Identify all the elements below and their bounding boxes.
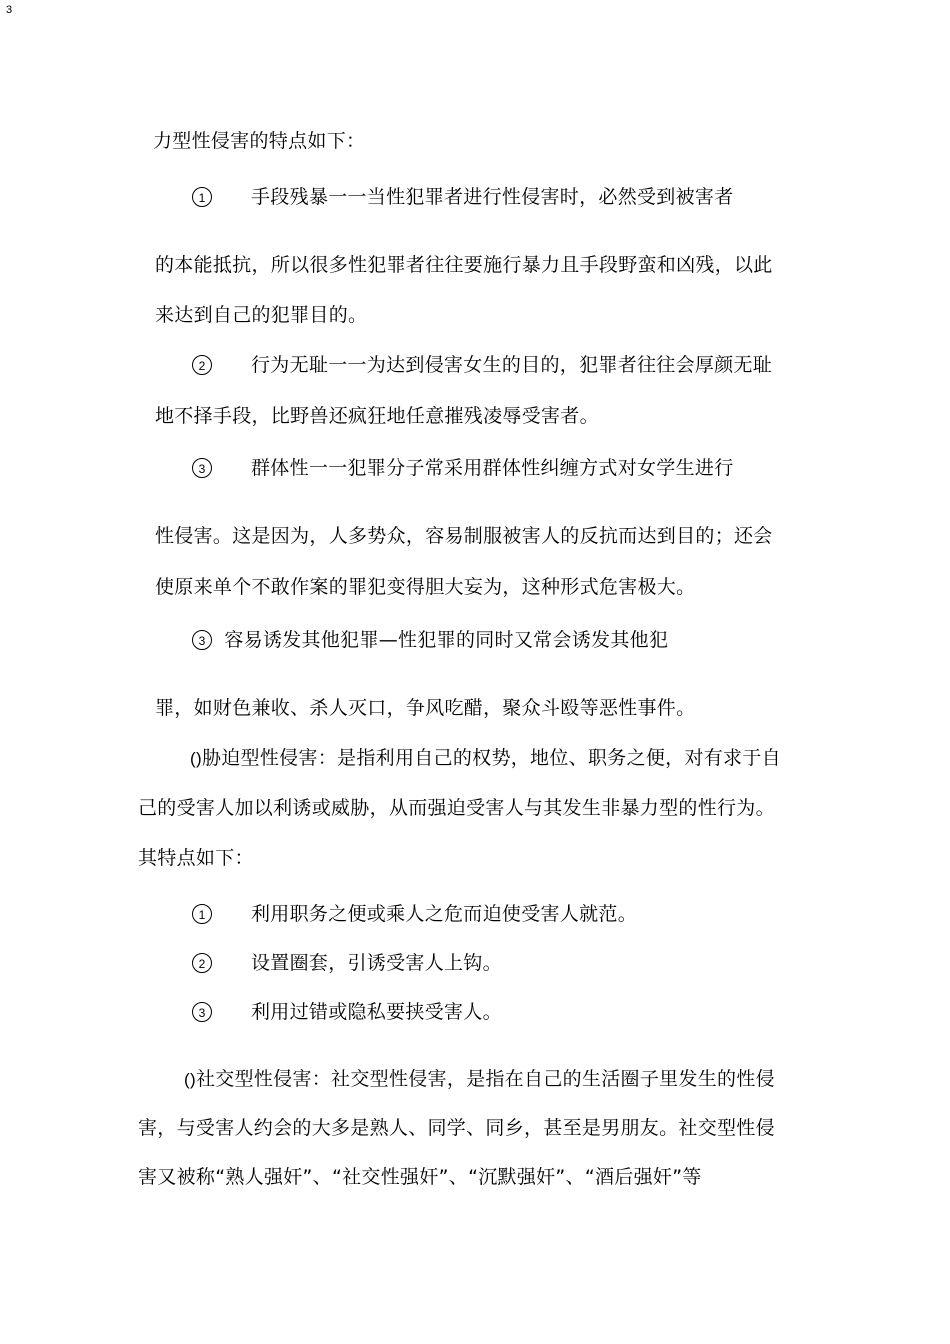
circled-number-marker: 1	[192, 187, 212, 207]
section-number-paren: ()	[190, 749, 202, 768]
list-item-text: 容易诱发其他犯罪—性犯罪的同时又常会诱发其他犯	[224, 629, 669, 651]
list-item-text: 群体性一一犯罪分子常采用群体性纠缠方式对女学生进行	[251, 457, 734, 479]
list-item	[192, 353, 812, 377]
list-item-text: 设置圈套，引诱受害人上钩。	[251, 952, 502, 974]
paragraph-line: 罪，如财色兼收、杀人灭口，争风吃醋，聚众斗殴等恶性事件。	[155, 697, 696, 719]
circled-number-marker: 3	[192, 458, 212, 478]
section-number-paren: ()	[184, 1070, 196, 1089]
list-item	[192, 902, 812, 926]
list-item-text: 行为无耻一一为达到侵害女生的目的，犯罪者往往会厚颜无耻	[251, 354, 773, 376]
page-number: 3	[6, 4, 13, 16]
list-item	[192, 185, 812, 209]
list-item	[192, 628, 668, 652]
paragraph-line: 己的受害人加以利诱或威胁，从而强迫受害人与其发生非暴力型的性行为。	[138, 797, 775, 819]
paragraph-line: 使原来单个不敢作案的罪犯变得胆大妄为，这种形式危害极大。	[155, 576, 696, 598]
circled-number-marker: 3	[192, 630, 212, 650]
paragraph-line: 来达到自己的犯罪目的。	[155, 304, 368, 326]
circled-number-marker: 2	[192, 355, 212, 375]
circled-number-marker: 3	[192, 1002, 212, 1022]
list-item-text: 利用职务之便或乘人之危而迫使受害人就范。	[251, 903, 638, 925]
list-item	[192, 456, 812, 480]
section-heading-line	[190, 746, 781, 771]
circled-number-marker: 2	[192, 953, 212, 973]
circled-number-marker: 1	[192, 904, 212, 924]
paragraph-line: 其特点如下：	[138, 847, 254, 869]
paragraph-line: 性侵害。这是因为，人多势众，容易制服被害人的反抗而达到目的；还会	[155, 525, 773, 547]
paragraph-line: 地不择手段，比野兽还疯狂地任意摧残凌辱受害者。	[155, 405, 599, 427]
paragraph-line: 的本能抵抗，所以很多性犯罪者往往要施行暴力且手段野蛮和凶残，以此	[155, 254, 773, 276]
list-item	[192, 951, 812, 975]
section-heading-text: 胁迫型性侵害：是指利用自己的权势，地位、职务之便，对有求于自	[201, 747, 781, 769]
paragraph-line: 害又被称“熟人强奸”、“社交性强奸”、“沉默强奸”、“酒后强奸”等	[138, 1166, 702, 1188]
list-item-text: 利用过错或隐私要挟受害人。	[251, 1001, 502, 1023]
list-item-text: 手段残暴一一当性犯罪者进行性侵害时，必然受到被害者	[251, 186, 734, 208]
section-heading-text: 社交型性侵害：社交型性侵害，是指在自己的生活圈子里发生的性侵	[195, 1068, 775, 1090]
section-heading-line	[184, 1067, 775, 1092]
section-intro: 力型性侵害的特点如下：	[153, 130, 366, 152]
paragraph-line: 害，与受害人约会的大多是熟人、同学、同乡，甚至是男朋友。社交型性侵	[138, 1117, 775, 1139]
list-item	[192, 1000, 812, 1024]
